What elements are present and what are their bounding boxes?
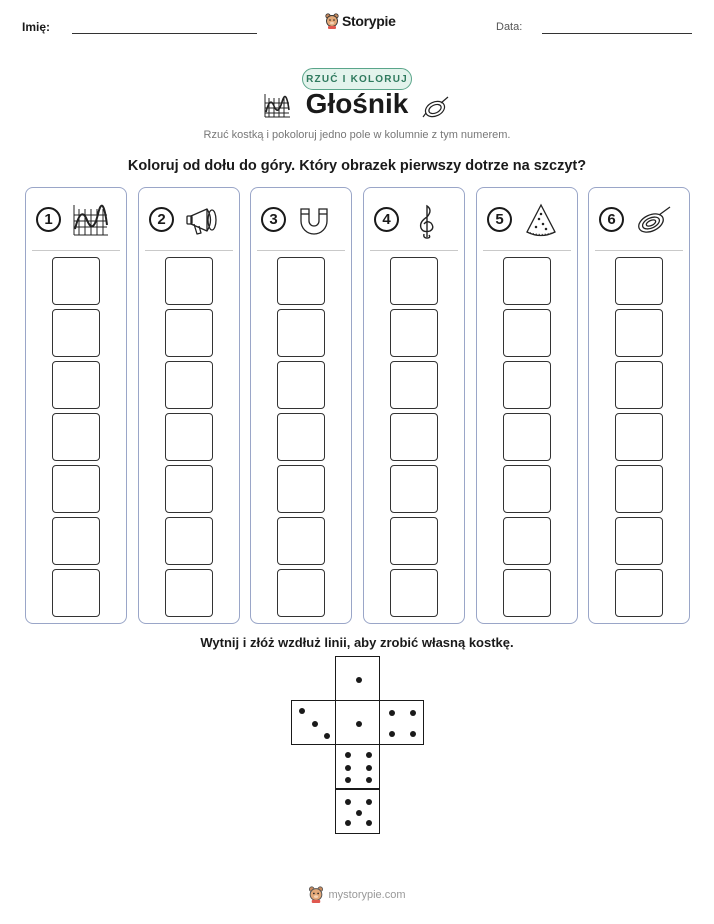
color-cell[interactable] [277,517,325,565]
color-cell[interactable] [390,413,438,461]
column-number: 1 [36,207,61,232]
waveform-graph-icon [70,201,110,239]
column-divider [257,250,345,251]
color-cell[interactable] [390,465,438,513]
footer [0,886,714,903]
die-pip [299,708,305,714]
column-divider [370,250,458,251]
date-label: Data: [496,21,523,33]
die-pip [410,710,416,716]
die-pip [345,799,351,805]
color-cell[interactable] [277,465,325,513]
column-header [139,188,239,250]
die-pip [345,765,351,771]
die-face-3 [291,700,336,745]
treble-clef-icon [408,201,448,239]
column-2 [138,187,240,624]
die-pip [366,752,372,758]
color-cell[interactable] [390,517,438,565]
color-cell[interactable] [615,465,663,513]
color-cell[interactable] [277,309,325,357]
activity-badge: RZUĆ I KOLORUJ [302,68,412,90]
bear-mascot-icon [325,13,339,29]
die-pip [356,810,362,816]
color-cell[interactable] [52,257,100,305]
column-header [364,188,464,250]
color-cell[interactable] [52,309,100,357]
color-cell[interactable] [503,569,551,617]
color-cell[interactable] [277,361,325,409]
color-cell[interactable] [52,361,100,409]
color-cell[interactable] [165,569,213,617]
color-cell[interactable] [615,413,663,461]
die-pip [345,777,351,783]
die-pip [410,731,416,737]
die-face-5 [335,789,380,834]
column-divider [145,250,233,251]
column-divider [32,250,120,251]
die-face-1 [335,700,380,745]
die-pip [324,733,330,739]
megaphone-icon [183,201,223,239]
die-pip [312,721,318,727]
column-4 [363,187,465,624]
name-label: Imię: [22,20,51,34]
color-cell[interactable] [390,309,438,357]
color-cell[interactable] [165,517,213,565]
color-cell[interactable] [52,413,100,461]
color-cell[interactable] [503,309,551,357]
page-title: Głośnik [305,88,409,119]
die-pip [345,820,351,826]
color-cell[interactable] [503,361,551,409]
color-cell[interactable] [615,569,663,617]
die-face-6 [335,744,380,789]
column-number: 2 [149,207,174,232]
column-divider [595,250,683,251]
logo-text: Storypie [342,13,396,29]
column-header [251,188,351,250]
color-cell[interactable] [390,569,438,617]
color-cell[interactable] [615,257,663,305]
die-pip [366,820,372,826]
die-pip [356,677,362,683]
die-pip [366,765,372,771]
color-cell[interactable] [165,361,213,409]
date-line [542,33,692,34]
color-cell[interactable] [52,569,100,617]
column-header [477,188,577,250]
magnet-icon [295,201,335,239]
column-number: 3 [261,207,286,232]
column-divider [483,250,571,251]
column-header [26,188,126,250]
cone-icon [521,201,561,239]
coiled-cable-icon [420,94,450,120]
subtitle: Rzuć kostką i pokoloruj jedno pole w kolumnie z tym numerem. [203,129,511,141]
color-cell[interactable] [503,517,551,565]
bear-mascot-icon [308,886,324,903]
die-face-4 [379,700,424,745]
color-cell[interactable] [503,413,551,461]
color-cell[interactable] [277,257,325,305]
color-cell[interactable] [615,517,663,565]
die-pip [389,731,395,737]
die-face-1 [335,656,380,701]
name-line [72,33,257,34]
column-header [589,188,689,250]
coiled-cable-icon [633,201,673,239]
color-cell[interactable] [165,309,213,357]
color-cell[interactable] [165,465,213,513]
instruction: Koloruj od dołu do góry. Który obrazek pierwszy dotrze na szczyt? [127,158,587,174]
column-number: 6 [599,207,624,232]
die-pip [389,710,395,716]
color-cell[interactable] [615,309,663,357]
color-cell[interactable] [52,465,100,513]
color-cell[interactable] [390,257,438,305]
die-pip [356,721,362,727]
color-cell[interactable] [503,465,551,513]
color-cell[interactable] [277,413,325,461]
storypie-logo [325,13,396,29]
color-cell[interactable] [52,517,100,565]
color-cell[interactable] [503,257,551,305]
column-3 [250,187,352,624]
cut-instruction: Wytnij i złóż wzdłuż linii, aby zrobić własną kostkę. [200,635,514,650]
column-5 [476,187,578,624]
column-6 [588,187,690,624]
die-pip [366,799,372,805]
column-number: 5 [487,207,512,232]
column-1 [25,187,127,624]
color-cell[interactable] [277,569,325,617]
color-cell[interactable] [615,361,663,409]
footer-url[interactable]: mystorypie.com [328,888,406,901]
die-pip [366,777,372,783]
color-cell[interactable] [165,413,213,461]
color-cell[interactable] [390,361,438,409]
color-cell[interactable] [165,257,213,305]
column-number: 4 [374,207,399,232]
die-pip [345,752,351,758]
